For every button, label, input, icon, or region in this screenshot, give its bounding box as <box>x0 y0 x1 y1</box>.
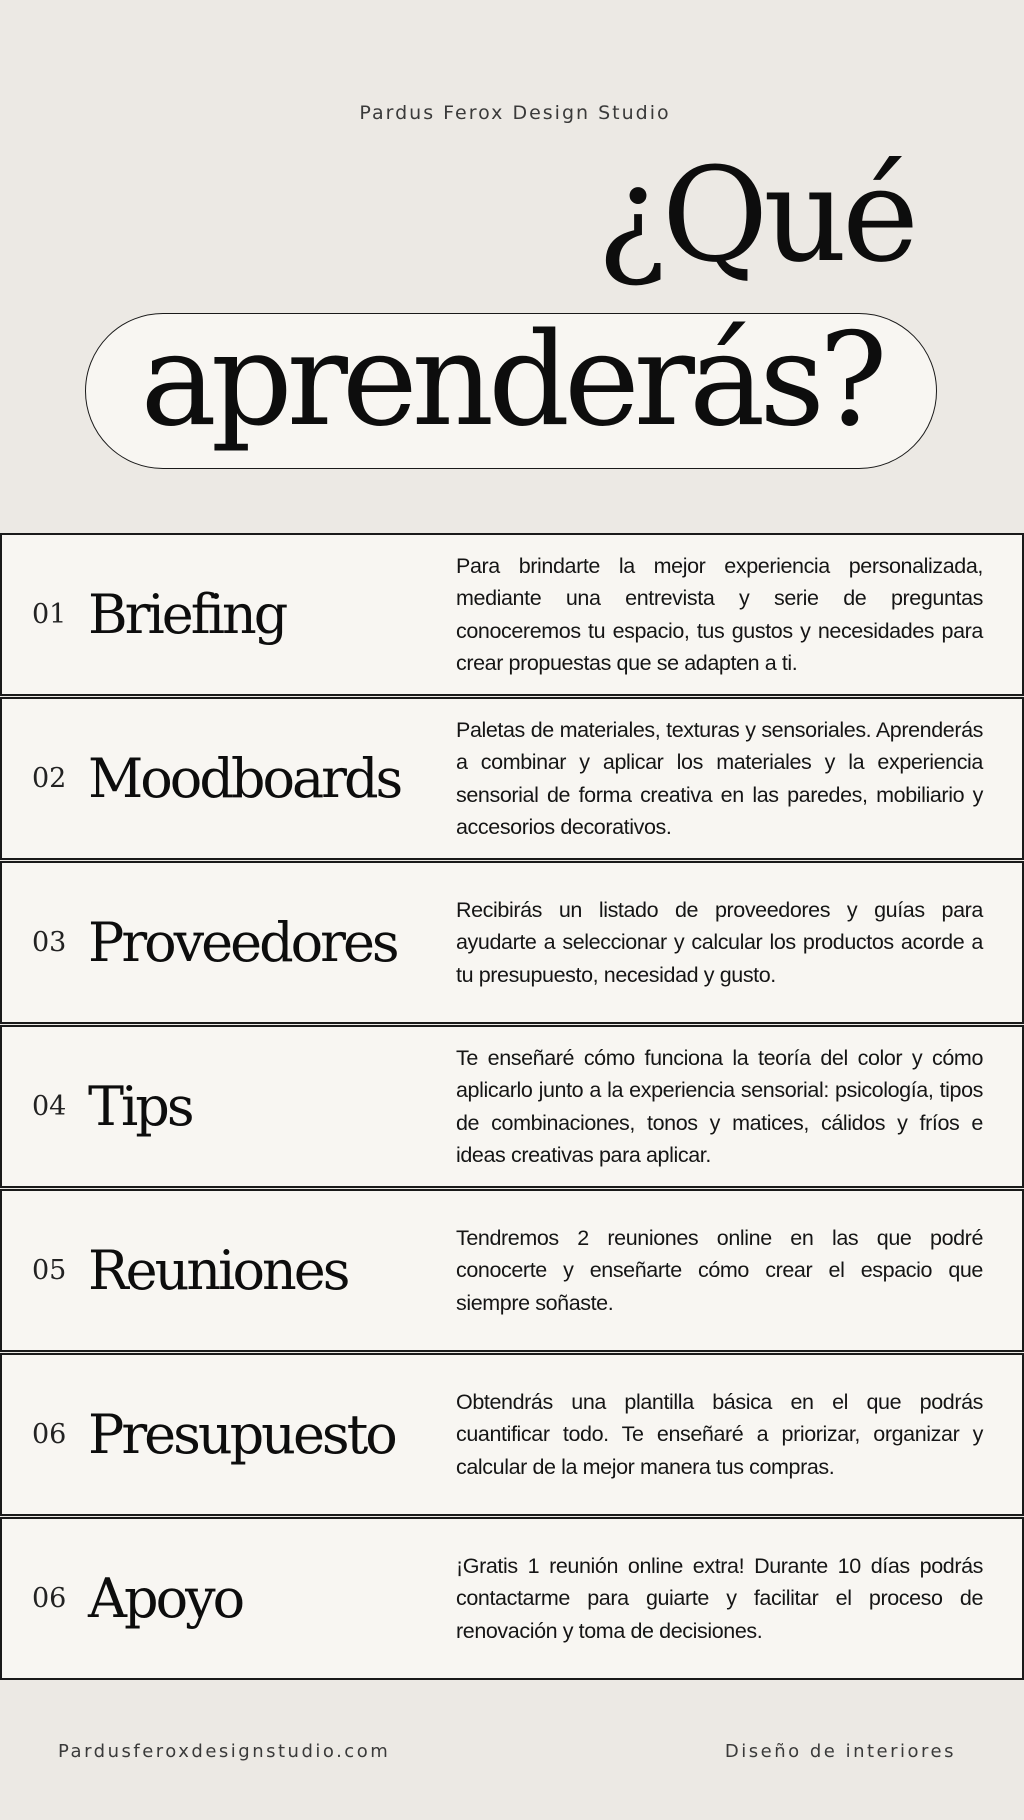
topic-description: ¡Gratis 1 reunión online extra! Durante 10 días podrás contactarme para guiarte y facilitar el proceso de renovación y toma de decisiones. <box>456 1553 983 1643</box>
topic-row <box>0 1517 1024 1680</box>
topic-number: 03 <box>32 927 67 958</box>
topic-number: 06 <box>32 1419 67 1450</box>
topic-row <box>0 533 1024 696</box>
topics-list <box>0 533 1024 1681</box>
website-link[interactable]: Pardusferoxdesignstudio.com <box>58 1741 391 1762</box>
footer-tagline: Diseño de interiores <box>724 1741 956 1762</box>
topic-description: Recibirás un listado de proveedores y guías para ayudarte a seleccionar y calcular los productos acorde a tu presupuesto, necesidad y gusto. <box>456 897 983 987</box>
topic-description: Obtendrás una plantilla básica en el que podrás cuantificar todo. Te enseñaré a priorizar, organizar y calcular de la mejor manera tus compras. <box>456 1389 983 1479</box>
topic-title: Proveedores <box>88 911 397 974</box>
topic-row <box>0 1189 1024 1352</box>
topic-row <box>0 1353 1024 1516</box>
topic-number: 01 <box>32 599 67 630</box>
title-line-2: aprenderás? <box>140 306 882 455</box>
topic-description: Tendremos 2 reuniones online en las que podré conocerte y enseñarte cómo crear el espacio que siempre soñaste. <box>456 1225 983 1315</box>
topic-number: 02 <box>32 763 67 794</box>
topic-number: 04 <box>32 1091 67 1122</box>
topic-title: Moodboards <box>88 747 401 810</box>
topic-number: 06 <box>32 1583 67 1614</box>
title-line-1: ¿Qué <box>597 139 914 291</box>
topic-title: Tips <box>88 1075 192 1138</box>
topic-description: Te enseñaré cómo funciona la teoría del color y cómo aplicarlo junto a la experiencia sensorial: psicología, tipos de combinaciones, tonos y matices, cálidos y fríos e ideas creativas para aplicar. <box>456 1045 983 1167</box>
topic-row <box>0 697 1024 860</box>
topic-number: 05 <box>32 1255 67 1286</box>
topic-description: Para brindarte la mejor experiencia personalizada, mediante una entrevista y serie de preguntas conoceremos tu espacio, tus gustos y necesidades para crear propuestas que se adapten a ti. <box>456 553 983 675</box>
topic-title: Apoyo <box>88 1567 243 1630</box>
studio-name: Pardus Ferox Design Studio <box>359 102 671 124</box>
topic-row <box>0 861 1024 1024</box>
topic-title: Reuniones <box>88 1239 348 1302</box>
topic-title: Briefing <box>88 583 286 646</box>
topic-description: Paletas de materiales, texturas y sensoriales. Aprenderás a combinar y aplicar los materiales y la experiencia sensorial de forma creativa en las paredes, mobiliario y accesorios decorativos. <box>456 717 983 839</box>
topic-row <box>0 1025 1024 1188</box>
topic-title: Presupuesto <box>88 1403 395 1466</box>
